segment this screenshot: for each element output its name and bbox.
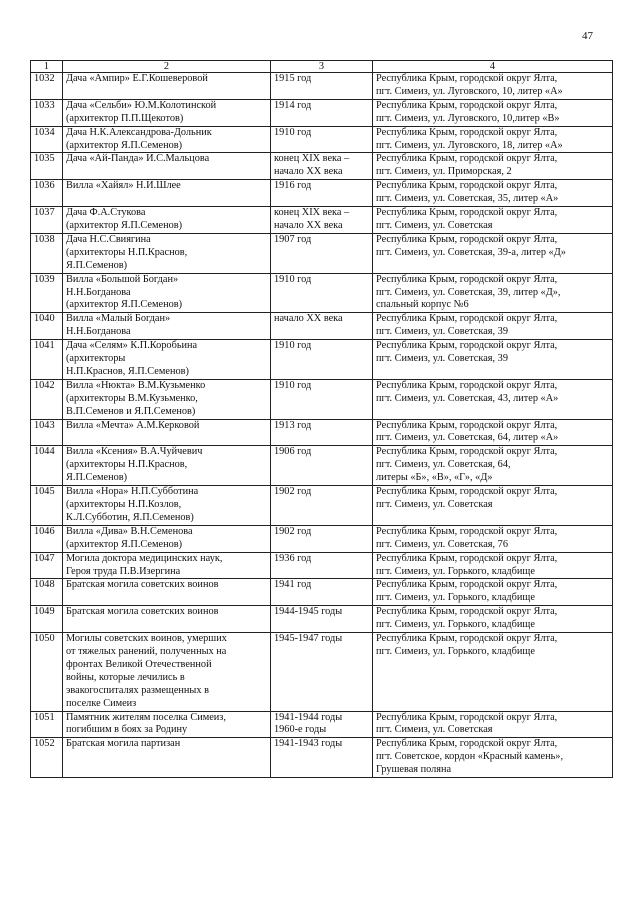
row-number-cell: 1035: [31, 153, 63, 180]
date-cell: 1915 год: [271, 73, 373, 100]
object-name-cell: Могилы советских воинов, умерших от тяжелых ранений, полученных на фронтах Великой Отечественной войны, которые лечились в эвакогоспиталях размещенных в поселке Симеиз: [63, 633, 271, 711]
address-cell: Республика Крым, городской округ Ялта, пгт. Симеиз, ул. Советская, 64, литер «А»: [373, 419, 613, 446]
object-name-cell: Вилла «Дива» В.Н.Семенова (архитектор Я.П.Семенов): [63, 525, 271, 552]
date-cell: 1910 год: [271, 379, 373, 419]
row-number-cell: 1038: [31, 233, 63, 273]
object-name-cell: Вилла «Нюкта» В.М.Кузьменко (архитекторы В.М.Кузьменко, В.П.Семенов и Я.П.Семенов): [63, 379, 271, 419]
address-cell: Республика Крым, городской округ Ялта, пгт. Симеиз, ул. Советская, 39: [373, 313, 613, 340]
object-name-cell: Вилла «Малый Богдан» Н.Н.Богданова: [63, 313, 271, 340]
address-cell: Республика Крым, городской округ Ялта, пгт. Симеиз, ул. Луговского, 18, литер «А»: [373, 126, 613, 153]
address-cell: Республика Крым, городской округ Ялта, пгт. Симеиз, ул. Горького, кладбище: [373, 606, 613, 633]
date-cell: конец XIX века – начало XX века: [271, 153, 373, 180]
date-cell: конец XIX века – начало XX века: [271, 207, 373, 234]
object-name-cell: Памятник жителям поселка Симеиз, погибшим в боях за Родину: [63, 711, 271, 738]
table-row: [31, 738, 613, 778]
table-row: [31, 711, 613, 738]
address-cell: Республика Крым, городской округ Ялта, пгт. Симеиз, ул. Советская, 43, литер «А»: [373, 379, 613, 419]
address-cell: Республика Крым, городской округ Ялта, пгт. Симеиз, ул. Советская: [373, 486, 613, 526]
table-row: [31, 340, 613, 380]
table-row: [31, 446, 613, 486]
object-name-cell: Дача Н.К.Александрова-Дольник (архитектор Я.П.Семенов): [63, 126, 271, 153]
table-row: [31, 525, 613, 552]
row-number-cell: 1032: [31, 73, 63, 100]
row-number-cell: 1047: [31, 552, 63, 579]
table-row: [31, 486, 613, 526]
row-number-cell: 1036: [31, 180, 63, 207]
address-cell: Республика Крым, городской округ Ялта, пгт. Симеиз, ул. Советская, 39: [373, 340, 613, 380]
page-number: 47: [582, 30, 593, 42]
column-header-number: 1: [31, 61, 63, 73]
table-row: [31, 233, 613, 273]
row-number-cell: 1040: [31, 313, 63, 340]
table-row: [31, 606, 613, 633]
date-cell: 1902 год: [271, 486, 373, 526]
address-cell: Республика Крым, городской округ Ялта, пгт. Симеиз, ул. Горького, кладбище: [373, 552, 613, 579]
table-row: [31, 633, 613, 711]
table-row: [31, 180, 613, 207]
date-cell: 1906 год: [271, 446, 373, 486]
row-number-cell: 1043: [31, 419, 63, 446]
address-cell: Республика Крым, городской округ Ялта, пгт. Симеиз, ул. Луговского, 10,литер «В»: [373, 99, 613, 126]
row-number-cell: 1052: [31, 738, 63, 778]
object-name-cell: Вилла «Большой Богдан» Н.Н.Богданова (архитектор Я.П.Семенов): [63, 273, 271, 313]
row-number-cell: 1039: [31, 273, 63, 313]
object-name-cell: Могила доктора медицинских наук, Героя труда П.В.Изергина: [63, 552, 271, 579]
date-cell: 1916 год: [271, 180, 373, 207]
table-row: [31, 153, 613, 180]
table-row: [31, 273, 613, 313]
table-row: [31, 419, 613, 446]
address-cell: Республика Крым, городской округ Ялта, пгт. Симеиз, ул. Горького, кладбище: [373, 633, 613, 711]
address-cell: Республика Крым, городской округ Ялта, пгт. Симеиз, ул. Советская, 64, литеры «Б», «В», «Г», «Д»: [373, 446, 613, 486]
row-number-cell: 1048: [31, 579, 63, 606]
column-header-date: 3: [271, 61, 373, 73]
date-cell: 1910 год: [271, 273, 373, 313]
table-row: [31, 126, 613, 153]
column-header-name: 2: [63, 61, 271, 73]
address-cell: Республика Крым, городской округ Ялта, пгт. Советское, кордон «Красный камень», Грушевая поляна: [373, 738, 613, 778]
date-cell: начало XX века: [271, 313, 373, 340]
row-number-cell: 1034: [31, 126, 63, 153]
address-cell: Республика Крым, городской округ Ялта, пгт. Симеиз, ул. Приморская, 2: [373, 153, 613, 180]
object-name-cell: Вилла «Хайял» Н.И.Шлее: [63, 180, 271, 207]
object-name-cell: Вилла «Ксения» В.А.Чуйчевич (архитекторы Н.П.Краснов, Я.П.Семенов): [63, 446, 271, 486]
object-name-cell: Братская могила советских воинов: [63, 606, 271, 633]
address-cell: Республика Крым, городской округ Ялта, пгт. Симеиз, ул. Луговского, 10, литер «А»: [373, 73, 613, 100]
object-name-cell: Братская могила партизан: [63, 738, 271, 778]
row-number-cell: 1046: [31, 525, 63, 552]
object-name-cell: Вилла «Нора» Н.П.Субботина (архитекторы Н.П.Козлов, К.Л.Субботин, Я.П.Семенов): [63, 486, 271, 526]
table-row: [31, 579, 613, 606]
table-header-row: [31, 61, 613, 73]
table-row: [31, 552, 613, 579]
table-row: [31, 99, 613, 126]
object-name-cell: Дача Ф.А.Стукова (архитектор Я.П.Семенов): [63, 207, 271, 234]
date-cell: 1941-1943 годы: [271, 738, 373, 778]
date-cell: 1902 год: [271, 525, 373, 552]
object-name-cell: Дача «Сельби» Ю.М.Колотинской (архитектор П.П.Щекотов): [63, 99, 271, 126]
address-cell: Республика Крым, городской округ Ялта, пгт. Симеиз, ул. Советская: [373, 207, 613, 234]
row-number-cell: 1041: [31, 340, 63, 380]
table-row: [31, 73, 613, 100]
heritage-registry-table: [30, 60, 613, 778]
date-cell: 1914 год: [271, 99, 373, 126]
date-cell: 1941-1944 годы 1960-е годы: [271, 711, 373, 738]
object-name-cell: Братская могила советских воинов: [63, 579, 271, 606]
object-name-cell: Дача Н.С.Свиягина (архитекторы Н.П.Краснов, Я.П.Семенов): [63, 233, 271, 273]
row-number-cell: 1033: [31, 99, 63, 126]
table-row: [31, 379, 613, 419]
row-number-cell: 1050: [31, 633, 63, 711]
address-cell: Республика Крым, городской округ Ялта, пгт. Симеиз, ул. Советская, 39-а, литер «Д»: [373, 233, 613, 273]
object-name-cell: Вилла «Мечта» А.М.Керковой: [63, 419, 271, 446]
date-cell: 1907 год: [271, 233, 373, 273]
row-number-cell: 1037: [31, 207, 63, 234]
address-cell: Республика Крым, городской округ Ялта, пгт. Симеиз, ул. Горького, кладбище: [373, 579, 613, 606]
object-name-cell: Дача «Ай-Панда» И.С.Мальцова: [63, 153, 271, 180]
row-number-cell: 1045: [31, 486, 63, 526]
date-cell: 1944-1945 годы: [271, 606, 373, 633]
address-cell: Республика Крым, городской округ Ялта, пгт. Симеиз, ул. Советская, 35, литер «А»: [373, 180, 613, 207]
date-cell: 1941 год: [271, 579, 373, 606]
address-cell: Республика Крым, городской округ Ялта, пгт. Симеиз, ул. Советская, 39, литер «Д», спальный корпус №6: [373, 273, 613, 313]
row-number-cell: 1049: [31, 606, 63, 633]
row-number-cell: 1051: [31, 711, 63, 738]
address-cell: Республика Крым, городской округ Ялта, пгт. Симеиз, ул. Советская: [373, 711, 613, 738]
column-header-address: 4: [373, 61, 613, 73]
row-number-cell: 1044: [31, 446, 63, 486]
date-cell: 1910 год: [271, 126, 373, 153]
object-name-cell: Дача «Селям» К.П.Коробьина (архитекторы Н.П.Краснов, Я.П.Семенов): [63, 340, 271, 380]
row-number-cell: 1042: [31, 379, 63, 419]
address-cell: Республика Крым, городской округ Ялта, пгт. Симеиз, ул. Советская, 76: [373, 525, 613, 552]
date-cell: 1936 год: [271, 552, 373, 579]
date-cell: 1945-1947 годы: [271, 633, 373, 711]
table-row: [31, 313, 613, 340]
object-name-cell: Дача «Ампир» Е.Г.Кошеверовой: [63, 73, 271, 100]
table-row: [31, 207, 613, 234]
date-cell: 1913 год: [271, 419, 373, 446]
date-cell: 1910 год: [271, 340, 373, 380]
